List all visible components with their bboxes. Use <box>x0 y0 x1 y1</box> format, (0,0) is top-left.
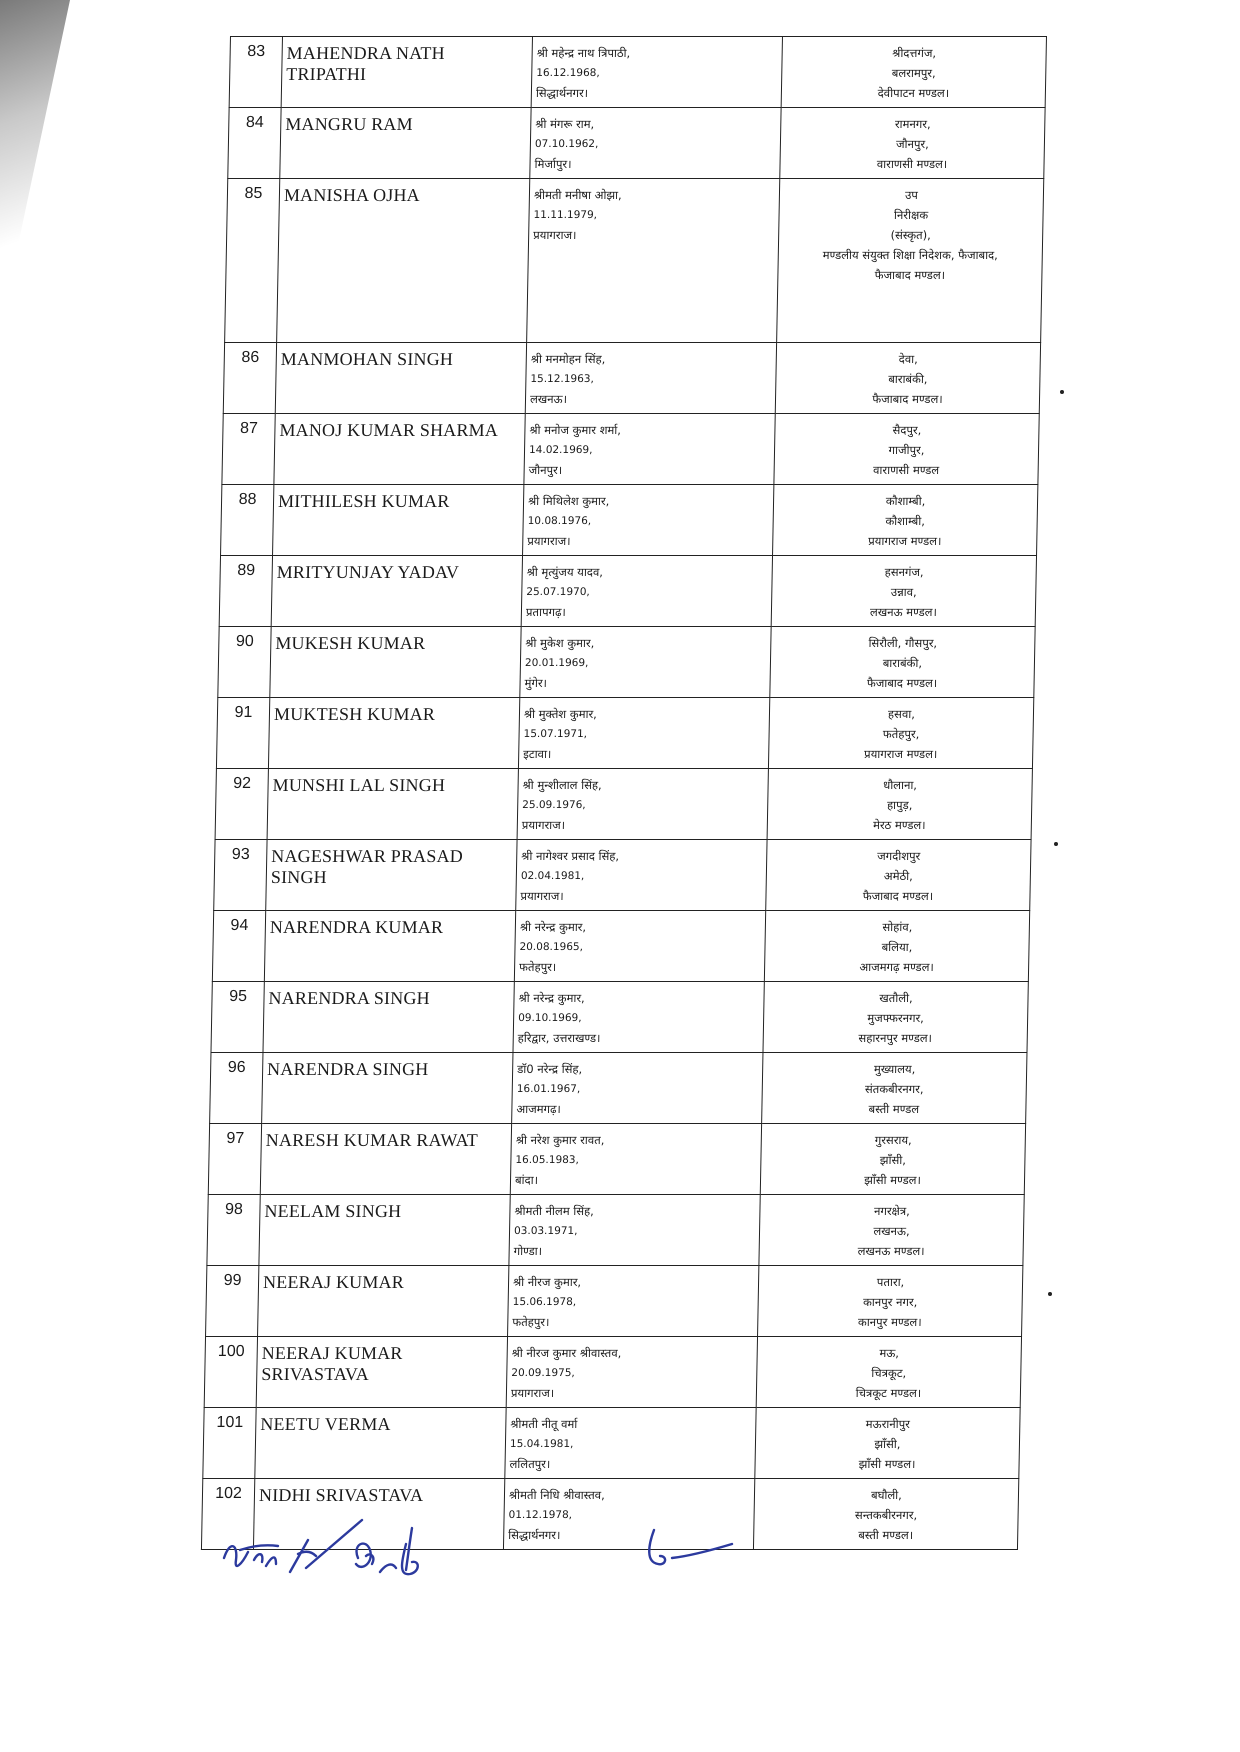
home-district: प्रयागराज। <box>521 818 566 832</box>
posting-location-cell <box>762 1053 1027 1124</box>
serial-number-cell: 83 <box>229 37 282 108</box>
serial-number-cell: 101 <box>203 1408 256 1479</box>
personal-details-cell <box>531 37 782 108</box>
serial-number-cell: 98 <box>207 1195 260 1266</box>
personal-details-cell <box>505 1408 756 1479</box>
posting-line: प्रयागराज मण्डल। <box>863 747 938 761</box>
officer-name-cell: MAHENDRA NATH TRIPATHI <box>281 37 532 108</box>
home-district: आजमगढ़। <box>516 1102 562 1116</box>
posting-location-cell <box>780 108 1045 179</box>
posting-line: अमेठी, <box>883 869 913 883</box>
hindi-name: श्री मुक्तेश कुमार, <box>523 707 598 721</box>
table-body <box>201 37 1046 1550</box>
hindi-name: श्री नीरज कुमार, <box>512 1275 582 1289</box>
table-row <box>216 698 1033 769</box>
posting-line: बाराबंकी, <box>882 656 923 670</box>
date-of-birth: 01.12.1978, <box>508 1509 573 1521</box>
date-of-birth: 07.10.1962, <box>534 138 599 150</box>
table-row <box>212 911 1029 982</box>
home-district: फतेहपुर। <box>512 1315 550 1329</box>
officer-name-cell: NEELAM SINGH <box>259 1195 510 1266</box>
posting-line: लखनऊ, <box>873 1224 910 1238</box>
posting-line: उप <box>904 188 919 202</box>
officer-name-cell: MUKESH KUMAR <box>270 627 521 698</box>
officer-name-cell: NARENDRA SINGH <box>262 1053 513 1124</box>
posting-line: झाँसी, <box>879 1153 907 1167</box>
posting-line: फैजाबाद मण्डल। <box>866 676 938 690</box>
date-of-birth: 20.01.1969, <box>524 657 589 669</box>
date-of-birth: 16.12.1968, <box>536 67 600 79</box>
posting-line: उन्नाव, <box>890 585 917 599</box>
table-row <box>218 627 1035 698</box>
hindi-name: श्री मंगरू राम, <box>535 117 595 131</box>
officer-name-cell: NARESH KUMAR RAWAT <box>260 1124 511 1195</box>
posting-location-cell <box>767 769 1032 840</box>
officer-name-cell: MANISHA OJHA <box>277 179 530 343</box>
posting-line: देवा, <box>898 352 918 366</box>
posting-line: चित्रकूट, <box>871 1366 907 1380</box>
table-row <box>214 840 1031 911</box>
scan-speck <box>1048 1292 1052 1296</box>
hindi-name: श्री मिथिलेश कुमार, <box>527 494 610 508</box>
officer-name-cell: NARENDRA KUMAR <box>264 911 515 982</box>
date-of-birth: 20.09.1975, <box>511 1367 575 1379</box>
hindi-name: श्रीमती मनीषा ओझा, <box>533 188 622 202</box>
signature-4 <box>402 1528 418 1574</box>
posting-location-cell <box>775 343 1040 414</box>
officer-name-cell: NEERAJ KUMAR SRIVASTAVA <box>256 1337 507 1408</box>
posting-location-cell <box>755 1408 1020 1479</box>
serial-number-cell: 96 <box>210 1053 263 1124</box>
hindi-name: श्रीमती नीलम सिंह, <box>514 1204 594 1218</box>
serial-number-cell: 102 <box>201 1479 254 1550</box>
table-row <box>215 769 1032 840</box>
posting-line: हसवा, <box>887 707 916 721</box>
hindi-name: श्रीमती निधि श्रीवास्तव, <box>508 1488 605 1502</box>
officer-name-cell: MUNSHI LAL SINGH <box>267 769 518 840</box>
table-row <box>228 108 1045 179</box>
signature-1 <box>224 1545 278 1566</box>
posting-line: मण्डलीय संयुक्त शिक्षा निदेशक, फैजाबाद, <box>822 248 999 262</box>
posting-location-cell <box>770 627 1035 698</box>
officer-name-cell: MITHILESH KUMAR <box>273 485 524 556</box>
posting-line: नगरक्षेत्र, <box>873 1204 910 1218</box>
officer-name-cell: NARENDRA SINGH <box>263 982 514 1053</box>
posting-line: वाराणसी मण्डल <box>872 463 940 477</box>
posting-line: सोहांव, <box>882 920 913 934</box>
posting-line: फतेहपुर, <box>882 727 920 741</box>
officer-name-cell: NIDHI SRIVASTAVA <box>253 1479 504 1550</box>
table-row <box>211 982 1028 1053</box>
serial-number-cell: 88 <box>221 485 274 556</box>
personal-details-cell <box>512 1053 763 1124</box>
posting-line: झाँसी मण्डल। <box>858 1457 916 1471</box>
officer-name-cell: MANMOHAN SINGH <box>275 343 526 414</box>
serial-number-cell: 91 <box>216 698 269 769</box>
table-row <box>221 485 1038 556</box>
home-district: मिर्जापुर। <box>534 157 572 171</box>
posting-line: कौशाम्बी, <box>885 514 926 528</box>
date-of-birth: 15.12.1963, <box>530 373 594 385</box>
table-row <box>207 1195 1024 1266</box>
home-district: प्रयागराज। <box>533 228 577 242</box>
personal-details-cell <box>506 1337 757 1408</box>
posting-line: संतकबीरनगर, <box>864 1082 924 1096</box>
posting-line: प्रयागराज मण्डल। <box>868 534 942 548</box>
posting-line: खतौली, <box>879 991 913 1005</box>
personal-details-cell <box>514 911 765 982</box>
officer-posting-table <box>201 36 1047 1550</box>
hindi-name: श्री नरेश कुमार रावत, <box>515 1133 605 1147</box>
serial-number-cell: 85 <box>225 179 280 343</box>
signature-5 <box>649 1530 732 1564</box>
home-district: प्रयागराज। <box>510 1386 555 1400</box>
posting-line: कानपुर मण्डल। <box>857 1315 922 1329</box>
date-of-birth: 16.01.1967, <box>516 1083 581 1095</box>
posting-line: चित्रकूट मण्डल। <box>855 1386 922 1400</box>
personal-details-cell <box>524 414 775 485</box>
posting-line: बस्ती मण्डल <box>868 1102 920 1116</box>
posting-line: हापुड़, <box>886 798 913 812</box>
posting-line: सैदपुर, <box>892 423 922 437</box>
serial-number-cell: 93 <box>214 840 267 911</box>
home-district: मुंगेर। <box>524 676 548 690</box>
table-row <box>206 1266 1023 1337</box>
table-row <box>222 414 1039 485</box>
home-district: गोण्डा। <box>513 1244 543 1258</box>
handwritten-signatures <box>220 1500 840 1610</box>
posting-location-cell <box>766 840 1031 911</box>
home-district: प्रयागराज। <box>527 534 571 548</box>
personal-details-cell <box>523 485 774 556</box>
posting-location-cell <box>771 556 1036 627</box>
posting-location-cell <box>773 485 1038 556</box>
home-district: फतेहपुर। <box>518 960 557 974</box>
posting-line: बलरामपुर, <box>891 66 936 80</box>
serial-number-cell: 89 <box>219 556 272 627</box>
date-of-birth: 03.03.1971, <box>513 1225 578 1237</box>
table-row <box>208 1124 1025 1195</box>
posting-location-cell <box>763 982 1028 1053</box>
signature-2 <box>290 1520 362 1572</box>
posting-line: देवीपाटन मण्डल। <box>877 86 950 100</box>
serial-number-cell: 87 <box>222 414 275 485</box>
date-of-birth: 02.04.1981, <box>520 870 585 882</box>
personal-details-cell <box>518 698 769 769</box>
posting-line: जौनपुर, <box>895 137 929 151</box>
posting-line: मऊरानीपुर <box>865 1417 911 1431</box>
date-of-birth: 14.02.1969, <box>528 444 593 456</box>
scan-shadow-edge <box>0 0 70 330</box>
posting-line: जगदीशपुर <box>877 849 921 863</box>
officer-name-cell: NEETU VERMA <box>255 1408 506 1479</box>
serial-number-cell: 94 <box>212 911 265 982</box>
hindi-name: डॉ0 नरेन्द्र सिंह, <box>517 1062 583 1076</box>
table-row <box>204 1337 1021 1408</box>
hindi-name: श्री मुकेश कुमार, <box>525 636 595 650</box>
date-of-birth: 15.07.1971, <box>523 728 588 740</box>
home-district: इटावा। <box>523 747 552 761</box>
date-of-birth: 25.09.1976, <box>522 799 586 811</box>
table-row <box>219 556 1036 627</box>
posting-line: हसनगंज, <box>884 565 924 579</box>
posting-line: रामनगर, <box>894 117 931 131</box>
officer-name-cell: MRITYUNJAY YADAV <box>271 556 522 627</box>
table-row <box>223 343 1040 414</box>
hindi-name: श्री नरेन्द्र कुमार, <box>519 920 587 934</box>
officer-name-cell: MANOJ KUMAR SHARMA <box>274 414 525 485</box>
posting-line: निरीक्षक <box>893 208 929 222</box>
posting-line: धौलाना, <box>883 778 918 792</box>
posting-location-cell <box>756 1337 1021 1408</box>
hindi-name: श्री नीरज कुमार श्रीवास्तव, <box>511 1346 622 1360</box>
date-of-birth: 10.08.1976, <box>527 515 592 527</box>
posting-location-cell <box>764 911 1029 982</box>
posting-location-cell <box>759 1195 1024 1266</box>
serial-number-cell: 97 <box>208 1124 261 1195</box>
posting-line: सिरौली, गौसपुर, <box>868 636 938 650</box>
posting-line: गुरसराय, <box>874 1133 912 1147</box>
signature-strokes <box>224 1520 732 1574</box>
posting-line: (संस्कृत), <box>890 228 931 242</box>
serial-number-cell: 95 <box>211 982 264 1053</box>
date-of-birth: 15.06.1978, <box>512 1296 577 1308</box>
posting-line: पतारा, <box>876 1275 905 1289</box>
date-of-birth: 15.04.1981, <box>509 1438 574 1450</box>
home-district: लखनऊ। <box>529 392 568 406</box>
posting-line: कौशाम्बी, <box>885 494 926 508</box>
posting-line: मुख्यालय, <box>873 1062 916 1076</box>
posting-line: लखनऊ मण्डल। <box>857 1244 925 1258</box>
home-district: हरिद्वार, उत्तराखण्ड। <box>517 1031 601 1045</box>
posting-line: बलिया, <box>881 940 913 954</box>
officer-name-cell: NEERAJ KUMAR <box>258 1266 509 1337</box>
personal-details-cell <box>520 627 771 698</box>
table-row <box>229 37 1046 108</box>
table-row <box>203 1408 1020 1479</box>
date-of-birth: 16.05.1983, <box>515 1154 580 1166</box>
home-district: सिद्धार्थनगर। <box>535 86 589 100</box>
personal-details-cell <box>516 840 767 911</box>
posting-line: कानपुर नगर, <box>862 1295 918 1309</box>
posting-line: मेरठ मण्डल। <box>872 818 926 832</box>
posting-line: वाराणसी मण्डल। <box>876 157 948 171</box>
posting-location-cell <box>760 1124 1025 1195</box>
posting-line: लखनऊ मण्डल। <box>869 605 938 619</box>
posting-line: मऊ, <box>879 1346 900 1360</box>
home-district: प्रयागराज। <box>520 889 564 903</box>
personal-details-cell <box>513 982 764 1053</box>
posting-line: बस्ती मण्डल। <box>858 1528 914 1542</box>
officer-name-cell: MANGRU RAM <box>280 108 531 179</box>
home-district: ललितपुर। <box>509 1457 551 1471</box>
personal-details-cell <box>521 556 772 627</box>
scan-speck <box>1060 390 1064 394</box>
signature-note: सदस्य <box>220 1596 223 1597</box>
posting-location-cell <box>781 37 1046 108</box>
posting-line: बघौली, <box>870 1488 903 1502</box>
posting-line: श्रीदत्तगंज, <box>892 46 937 60</box>
hindi-name: श्री महेन्द्र नाथ त्रिपाठी, <box>536 46 631 60</box>
officer-name-cell: MUKTESH KUMAR <box>268 698 519 769</box>
serial-number-cell: 92 <box>215 769 268 840</box>
hindi-name: श्री मनमोहन सिंह, <box>530 352 606 366</box>
table-row <box>210 1053 1027 1124</box>
personal-details-cell <box>530 108 781 179</box>
officer-name-cell: NAGESHWAR PRASAD SINGH <box>266 840 517 911</box>
posting-line: झाँसी, <box>874 1437 901 1451</box>
posting-line: आजमगढ़ मण्डल। <box>859 960 934 974</box>
date-of-birth: 11.11.1979, <box>533 209 598 221</box>
home-district: जौनपुर। <box>528 463 563 477</box>
posting-line: फैजाबाद मण्डल। <box>874 268 946 282</box>
hindi-name: श्री मृत्युंजय यादव, <box>526 565 604 579</box>
personal-details-cell <box>510 1124 761 1195</box>
posting-location-cell <box>758 1266 1023 1337</box>
scan-speck <box>1054 842 1058 846</box>
hindi-name: श्री मनोज कुमार शर्मा, <box>529 423 622 437</box>
serial-number-cell: 84 <box>228 108 281 179</box>
hindi-name: श्री मुन्शीलाल सिंह, <box>522 778 602 792</box>
home-district: सिद्धार्थनगर। <box>508 1528 561 1542</box>
posting-location-cell <box>777 179 1044 343</box>
signature-3 <box>356 1544 396 1572</box>
serial-number-cell: 86 <box>223 343 276 414</box>
posting-line: गाजीपुर, <box>888 443 925 457</box>
personal-details-cell <box>517 769 768 840</box>
serial-number-cell: 90 <box>218 627 271 698</box>
posting-location-cell <box>768 698 1033 769</box>
posting-line: झाँसी मण्डल। <box>864 1173 922 1187</box>
posting-line: सहारनपुर मण्डल। <box>858 1031 933 1045</box>
posting-location-cell <box>774 414 1039 485</box>
personal-details-cell <box>508 1266 759 1337</box>
date-of-birth: 09.10.1969, <box>518 1012 582 1024</box>
posting-line: सन्तकबीरनगर, <box>854 1508 918 1522</box>
serial-number-cell: 99 <box>206 1266 259 1337</box>
posting-line: फैजाबाद मण्डल। <box>872 392 943 406</box>
hindi-name: श्री नरेन्द्र कुमार, <box>518 991 585 1005</box>
personal-details-cell <box>527 179 780 343</box>
home-district: बांदा। <box>514 1173 539 1187</box>
hindi-name: श्रीमती नीतू वर्मा <box>510 1417 578 1431</box>
date-of-birth: 20.08.1965, <box>519 941 584 953</box>
table-row <box>225 179 1044 343</box>
posting-line: मुजफ्फरनगर, <box>867 1011 925 1025</box>
date-of-birth: 25.07.1970, <box>526 586 590 598</box>
posting-line: बाराबंकी, <box>888 372 928 386</box>
posting-line: फैजाबाद मण्डल। <box>862 889 934 903</box>
hindi-name: श्री नागेश्वर प्रसाद सिंह, <box>521 849 620 863</box>
home-district: प्रतापगढ़। <box>525 605 566 619</box>
personal-details-cell <box>525 343 776 414</box>
serial-number-cell: 100 <box>204 1337 257 1408</box>
personal-details-cell <box>509 1195 760 1266</box>
